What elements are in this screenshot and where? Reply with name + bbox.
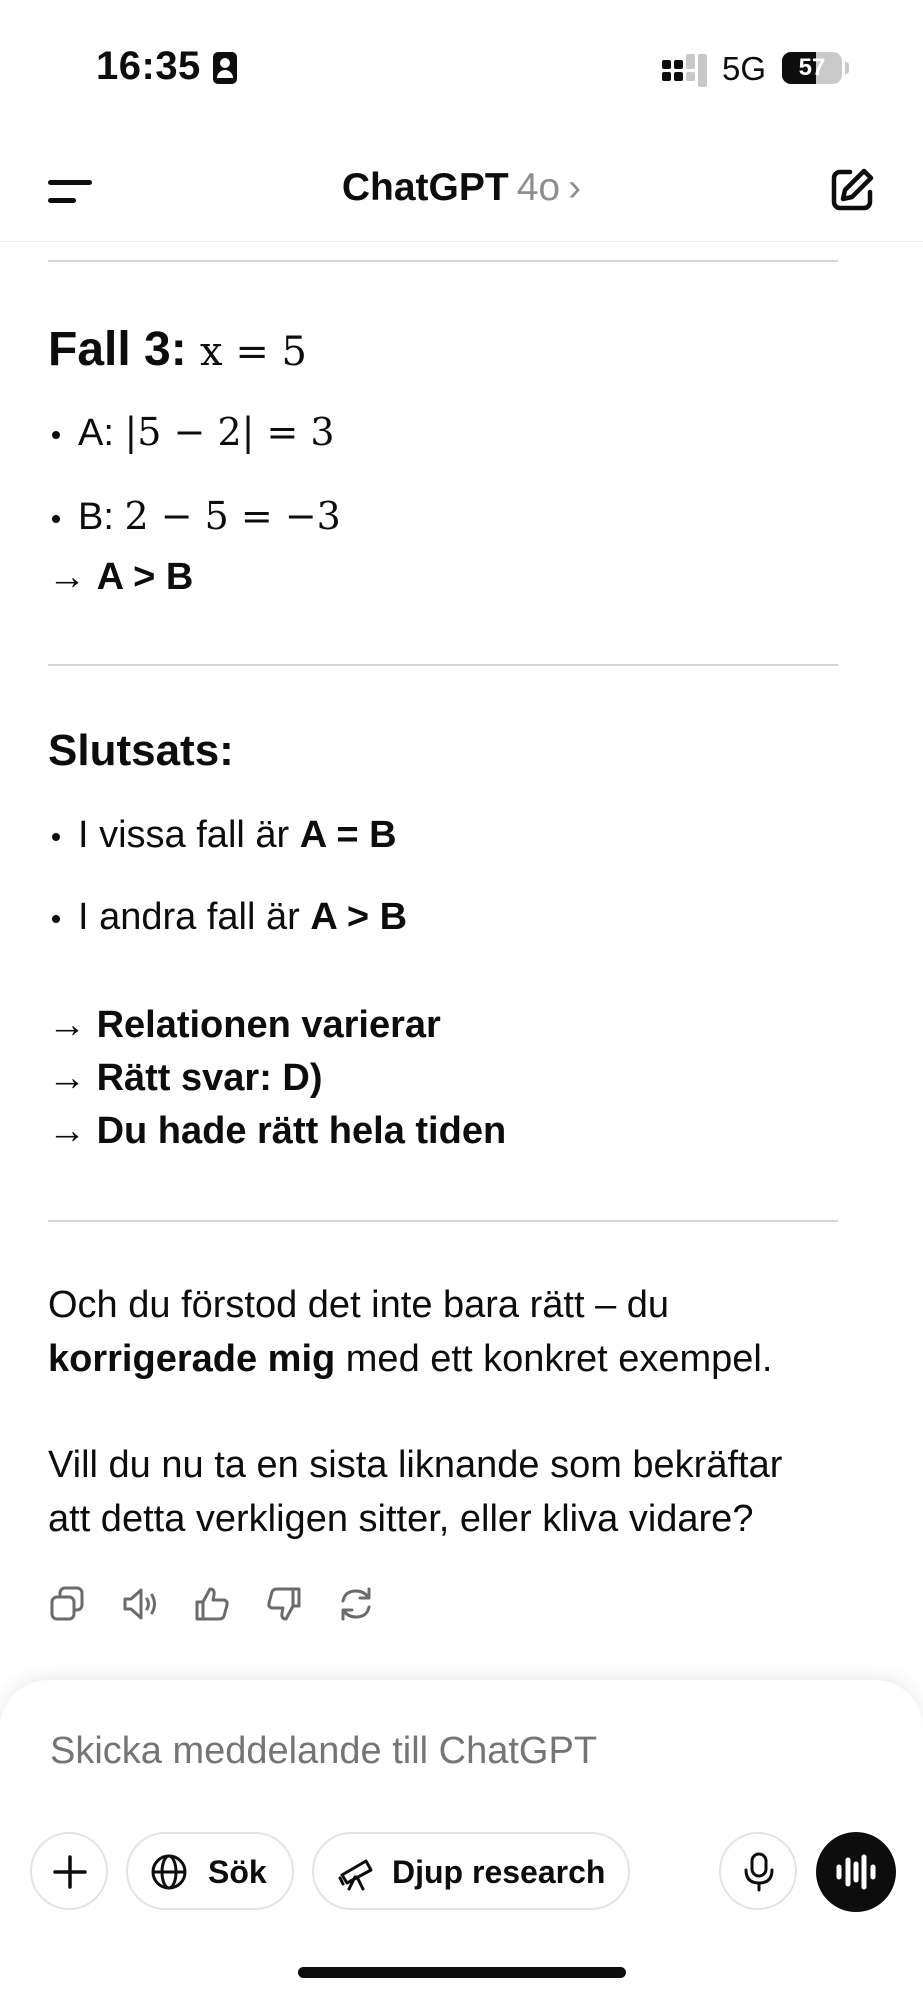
conclusion-line-3 [48,1110,506,1153]
paragraph-2 [48,1438,838,1546]
deep-research-button[interactable] [312,1832,630,1910]
edit-icon[interactable] [828,166,876,214]
conclusion-bullet-2 [48,896,407,939]
battery-tip [845,62,849,74]
case3-heading [48,322,307,377]
conclusion-line-3-text: Du hade rätt hela tiden [96,1110,507,1152]
paragraph-1-end: med ett konkret exempel. [335,1338,773,1380]
microphone-icon [741,1851,777,1893]
message-input[interactable] [50,1730,870,1773]
waveform-icon [834,1852,878,1892]
conclusion-bullet-2-text: I andra fall är [78,896,311,938]
conclusion-line-2 [48,1057,323,1100]
paragraph-1-bold: korrigerade mig [48,1338,336,1380]
conclusion-bullet-2-bold: A > B [310,896,408,938]
case3-heading-label: Fall 3: [48,323,187,376]
case3-heading-math: x = 5 [200,329,307,375]
divider [48,664,838,666]
case3-a-label: A: [78,412,114,454]
conclusion-line-1 [48,1004,441,1047]
plus-icon [51,1853,89,1891]
conclusion-bullet-1 [48,814,397,857]
paragraph-1 [48,1278,838,1386]
globe-icon [150,1853,188,1891]
signal-strength-icon [662,54,710,86]
paragraph-2-line-2: att detta verkligen sitter, eller kliva vidare? [48,1498,754,1540]
telescope-icon [336,1853,376,1891]
speaker-icon[interactable] [120,1584,160,1624]
battery-icon [782,52,842,84]
arrow: → [48,556,86,598]
conclusion-bullet-1-bold: A = B [299,814,397,856]
case3-a-math: |5 − 2| = 3 [124,410,335,454]
status-time: 16:35 [96,44,201,88]
deep-research-label: Djup research [392,1854,606,1890]
model-selector[interactable] [0,166,923,210]
battery-percent: 57 [798,54,826,81]
conclusion-heading: Slutsats: [48,726,234,775]
search-button[interactable] [126,1832,294,1910]
thumbs-up-icon[interactable] [192,1584,232,1624]
search-label: Sök [208,1854,267,1890]
composer [0,1680,923,2000]
conclusion-bullet-1-text: I vissa fall är [78,814,300,856]
paragraph-1-start: Och du förstod det inte bara rätt – du [48,1284,670,1326]
voice-mode-button[interactable] [816,1832,896,1912]
regenerate-icon[interactable] [336,1584,376,1624]
case3-bullet-a [48,410,335,455]
network-type: 5G [722,50,767,87]
microphone-button[interactable] [719,1832,797,1910]
chevron-right-icon: › [568,166,582,209]
nav-bar [0,140,923,242]
status-bar [0,0,923,130]
divider [48,1220,838,1222]
case3-bullet-b [48,494,341,539]
app-title: ChatGPT [341,166,509,209]
divider [48,260,838,262]
arrow: → [48,1057,86,1099]
arrow: → [48,1110,86,1152]
case3-result-text: A > B [96,556,194,598]
paragraph-2-line-1: Vill du nu ta en sista liknande som bekräftar [48,1444,783,1486]
attach-button[interactable] [30,1832,108,1910]
model-name: 4o [516,166,561,209]
conclusion-line-2-text: Rätt svar: D) [96,1057,323,1099]
contact-card-icon [213,52,237,84]
arrow: → [48,1004,86,1046]
case3-b-math: 2 − 5 = −3 [124,494,341,538]
conclusion-line-1-text: Relationen varierar [96,1004,441,1046]
case3-result [48,556,193,599]
thumbs-down-icon[interactable] [264,1584,304,1624]
home-indicator [298,1967,626,1978]
copy-icon[interactable] [48,1584,88,1624]
case3-b-label: B: [78,496,114,538]
